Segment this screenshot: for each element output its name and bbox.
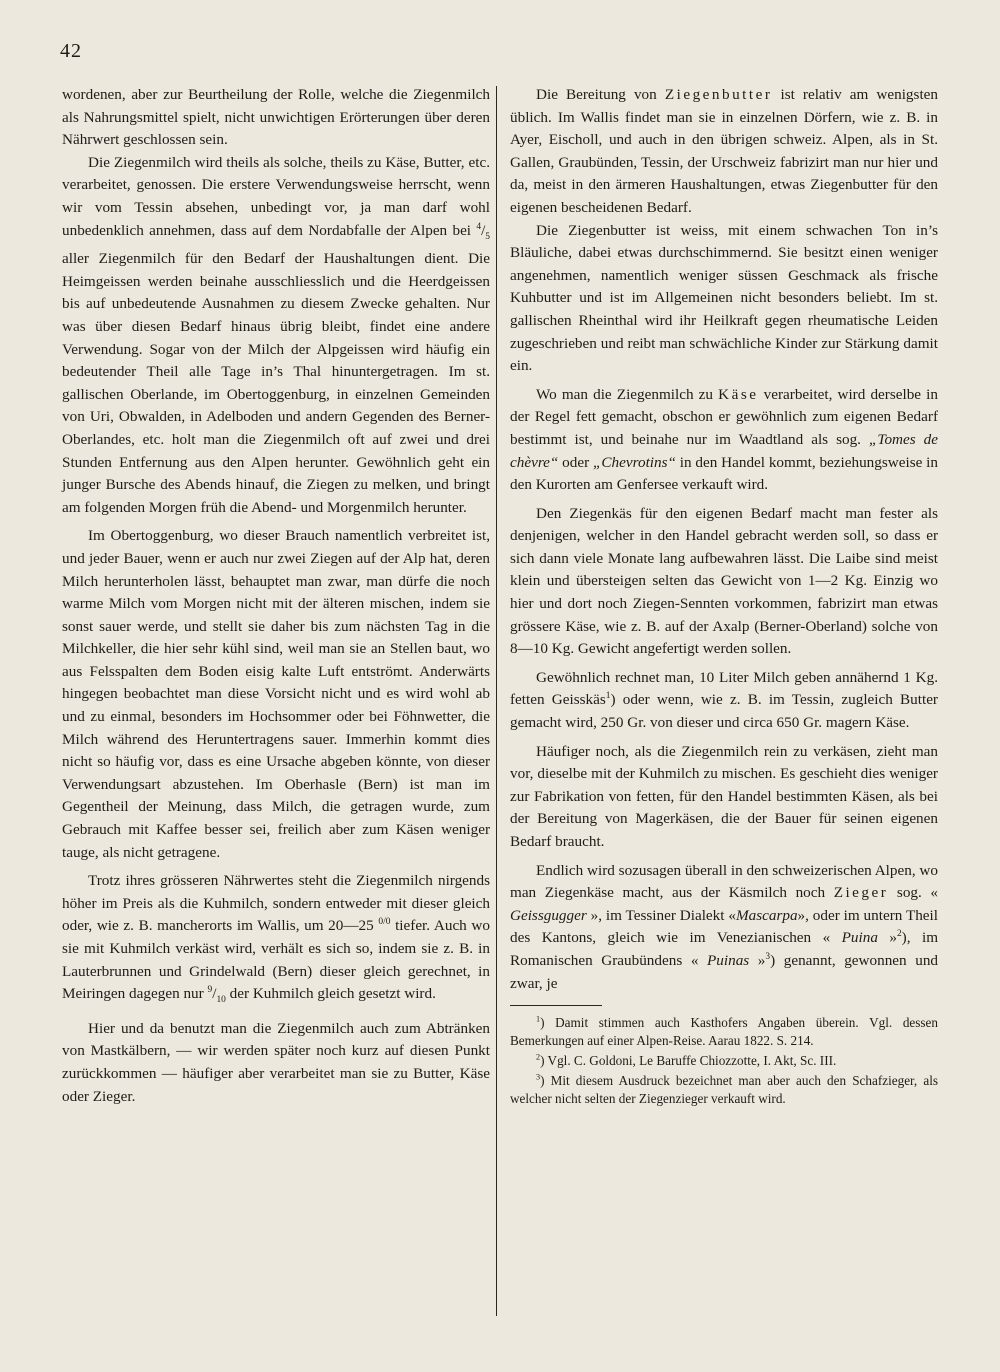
page-number: 42 — [60, 40, 82, 62]
paragraph: Die Ziegenmilch wird theils als solche, theils zu Käse, Butter, etc. verarbeitet, genossen. Die erstere Verwendungsweise herrscht, wenn wir vom Tessin absehen, unbedingt vor, ja man darf wohl unbedenklich annehmen, dass auf dem Nordabfalle der Alpen bei $^4/_5$ aller Ziegenmilch für den Bedarf der Haushaltungen dient. Die Heimgeissen werden beinahe ausschliesslich und die Heerdgeissen bis auf unbedeutende Ausnahmen zu diesem Zwecke gehalten. Nur was über diesen Bedarf hinaus übrig bleibt, findet eine andere Verwendung. Sogar von der Milch der Alpgeissen wird häufig ein bedeutender Theil alle Tage in’s Thal hinuntergetragen. Im st. gallischen Oberlande, im Obertoggenburg, in einzelnen Gemeinden von Uri, Obwalden, in Adelboden und andern Gegenden des Berner-Oberlandes, etc. holt man die Ziegenmilch oft auf zwei und drei Stunden Entfernung aus den Alpen herunter. Gewöhnlich geht ein junger Bursche des Abends hinauf, die Ziegen zu melken, und bringt am folgenden Morgen früh die Abend- und Morgenmilch herunter. — [62, 153, 490, 516]
italic-term: „Tomes de chèvre“ — [510, 430, 939, 471]
italic-term: „Chevrotins“ — [592, 453, 676, 471]
paragraph: wordenen, aber zur Beurtheilung der Rolle, welche die Ziegenmilch als Nahrungsmittel spielt, nicht unwichtigen Erörterungen über deren Nährwert geschlossen sein. — [62, 86, 490, 149]
italic-term: Geissgugger — [510, 906, 587, 924]
footnote-rule — [510, 1005, 602, 1006]
paragraph: Hier und da benutzt man die Ziegenmilch auch zum Abtränken von Mastkälbern, — wir werden später noch kurz auf diesen Punkt zurückkommen — häufiger aber verarbeitet man sie zu Butter, Käse oder Zieger. — [62, 1019, 490, 1105]
footnote: $^1$) Damit stimmen auch Kasthofers Angaben überein. Vgl. dessen Bemerkungen auf einer Alpen-Reise. Aarau 1822. S. 214. — [510, 1014, 938, 1049]
paragraph: Häufiger noch, als die Ziegenmilch rein zu verkäsen, zieht man vor, dieselbe mit der Kuhmilch zu mischen. Es geschieht dies weniger zur Fabrikation von fetten, für den Handel bestimmten Käsen, als bei der Bereitung von Magerkäsen, die der Bauer für seinen eigenen Bedarf braucht. — [510, 742, 938, 850]
footnote-ref: 1 — [605, 691, 611, 702]
paragraph: Im Obertoggenburg, wo dieser Brauch namentlich verbreitet ist, und jeder Bauer, wenn er auch nur zwei Ziegen auf der Alp hat, deren Milch herunterholen lässt, behauptet man zwar, man dürfe die noch warme Milch vom Morgen nicht mit der älteren mischen, indem sie sonst sauer werde, und stellt sie daher bis zum nächsten Tag in die Milchkeller, die hier sehr kühl sind, weil man sie an Stellen baut, wo aus Felsspalten dem Boden eisig kalte Luft entströmt. Anderwärts hingegen beobachtet man diese Vorsicht nicht und es wird wohl ab und zu einmal, besonders im Hochsommer oder bei Föhnwetter, die Milch während des Heruntertragens sauer. Immerhin kommt dies nicht so häufig vor, dass es eine Ursache abgeben könnte, von dieser Verwendungsart abzustehen. Im Oberhasle (Bern) ist man im Gegentheil der Meinung, dass Milch, die getragen wurde, zum Gebrauch mit Kaffee besser sei, freilich aber zum Käsen weniger tauge, als nicht getragene. — [62, 527, 490, 861]
italic-term: Mascarpa — [735, 906, 798, 924]
right-column — [510, 84, 938, 1110]
fraction-denominator: 10 — [216, 995, 226, 1006]
paragraph: Die Bereitung von Ziegenbutter ist relativ am wenigsten üblich. Im Wallis findet man sie in einzelnen Dörfern, wie z. B. in Ayer, Eischoll, und auch in den übrigen schweiz. Alpen, als in St. Gallen, Graubünden, Tessin, der Urschweiz fabrizirt man nur hier und da, meist in den ärmeren Haushaltungen, etwas Ziegenbutter für den eigenen bescheidenen Bedarf. — [510, 86, 938, 216]
paragraph: Den Ziegenkäs für den eigenen Bedarf macht man fester als denjenigen, welcher in den Handel gebracht werden soll, so dass er sich dann viele Monate lang aufbewahren lässt. Die Laibe sind meist klein und übersteigen selten das Gewicht von 1—2 Kg. Einzig wo hier und dort noch Ziegen-Sennten vorkommen, fabrizirt man etwas grössere Käse, wie z. B. auf der Axalp (Berner-Oberland) solche von 8—10 Kg. Gewicht angefertigt werden sollen. — [510, 504, 938, 658]
fraction-denominator: 5 — [485, 231, 490, 242]
italic-term: Puina — [841, 929, 878, 947]
footnote: $^3$) Mit diesem Ausdruck bezeichnet man aber auch den Schafzieger, als welcher nicht selten der Ziegenzieger verkauft wird. — [510, 1072, 938, 1107]
footnote-ref: 3 — [765, 951, 771, 962]
paragraph: Endlich wird sozusagen überall in den schweizerischen Alpen, wo man Ziegenkäse macht, aus der Käsmilch noch Zieger sog. « Geissgugger », im Tessiner Dialekt «Mascarpa», oder im untern Theil des Kantons, gleich wie im Venezianischen « Puina »$^2$), im Romanischen Graubündens « Puinas »$^3$) genannt, gewonnen und zwar, je — [510, 861, 939, 992]
footnotes — [510, 1014, 938, 1108]
left-column — [62, 84, 490, 1108]
footnote: $^2$) Vgl. C. Goldoni, Le Baruffe Chiozzotte, I. Akt, Sc. III. — [536, 1052, 837, 1069]
paragraph: Die Ziegenbutter ist weiss, mit einem schwachen Ton in’s Bläuliche, dabei etwas durchschimmernd. Sie besitzt einen weniger angenehmen, namentlich weniger süssen Geschmack als frische Kuhbutter und ist im Allgemeinen nicht besonders beliebt. Im st. gallischen Rheinthal wird ihr Heilkraft gegen rheumatische Leiden zugeschrieben und reibt man schwächliche Kinder zur Stärkung damit ein. — [510, 221, 938, 375]
spaced-term: Käse — [718, 385, 759, 403]
paragraph: Trotz ihres grösseren Nährwertes steht die Ziegenmilch nirgends höher im Preis als die Kuhmilch, sondern entweder mit dieser gleich oder, wie z. B. mancherorts im Wallis, um 20—25 $^{0/0}$ tiefer. Auch wo sie mit Kuhmilch verkäst wird, verhält es sich so, indem sie z. B. in Lauterbrunnen und Grindelwald (Bern) dieser gleich gerechnet, in Meiringen dagegen nur $^9/_{10}$ der Kuhmilch gleich gesetzt wird. — [62, 872, 490, 1006]
column-divider — [496, 86, 497, 1316]
percent-sign: 0/0 — [378, 917, 391, 928]
spaced-term: Zieger — [833, 884, 889, 902]
paragraph: Gewöhnlich rechnet man, 10 Liter Milch geben annähernd 1 Kg. fetten Geisskäs$^1$) oder wenn, wie z. B. im Tessin, zugleich Butter gemacht wird, 250 Gr. von dieser und circa 650 Gr. magern Käse. — [510, 668, 938, 732]
paragraph: Wo man die Ziegenmilch zu Käse verarbeitet, wird derselbe in der Regel fett gemacht, obschon er gewöhnlich zum eigenen Bedarf bestimmt ist, und beinahe nur im Waadtland als sog. „Tomes de chèvre“ oder „Chevrotins“ in den Handel kommt, beziehungsweise in den Kurorten am Genfersee verkauft wird. — [510, 385, 939, 494]
italic-term: Puinas — [707, 951, 750, 969]
footnote-ref: 2 — [896, 929, 902, 940]
spaced-term: Ziegenbutter — [664, 86, 773, 103]
fraction-numerator: 9 — [207, 985, 213, 996]
fraction-numerator: 4 — [476, 221, 482, 232]
